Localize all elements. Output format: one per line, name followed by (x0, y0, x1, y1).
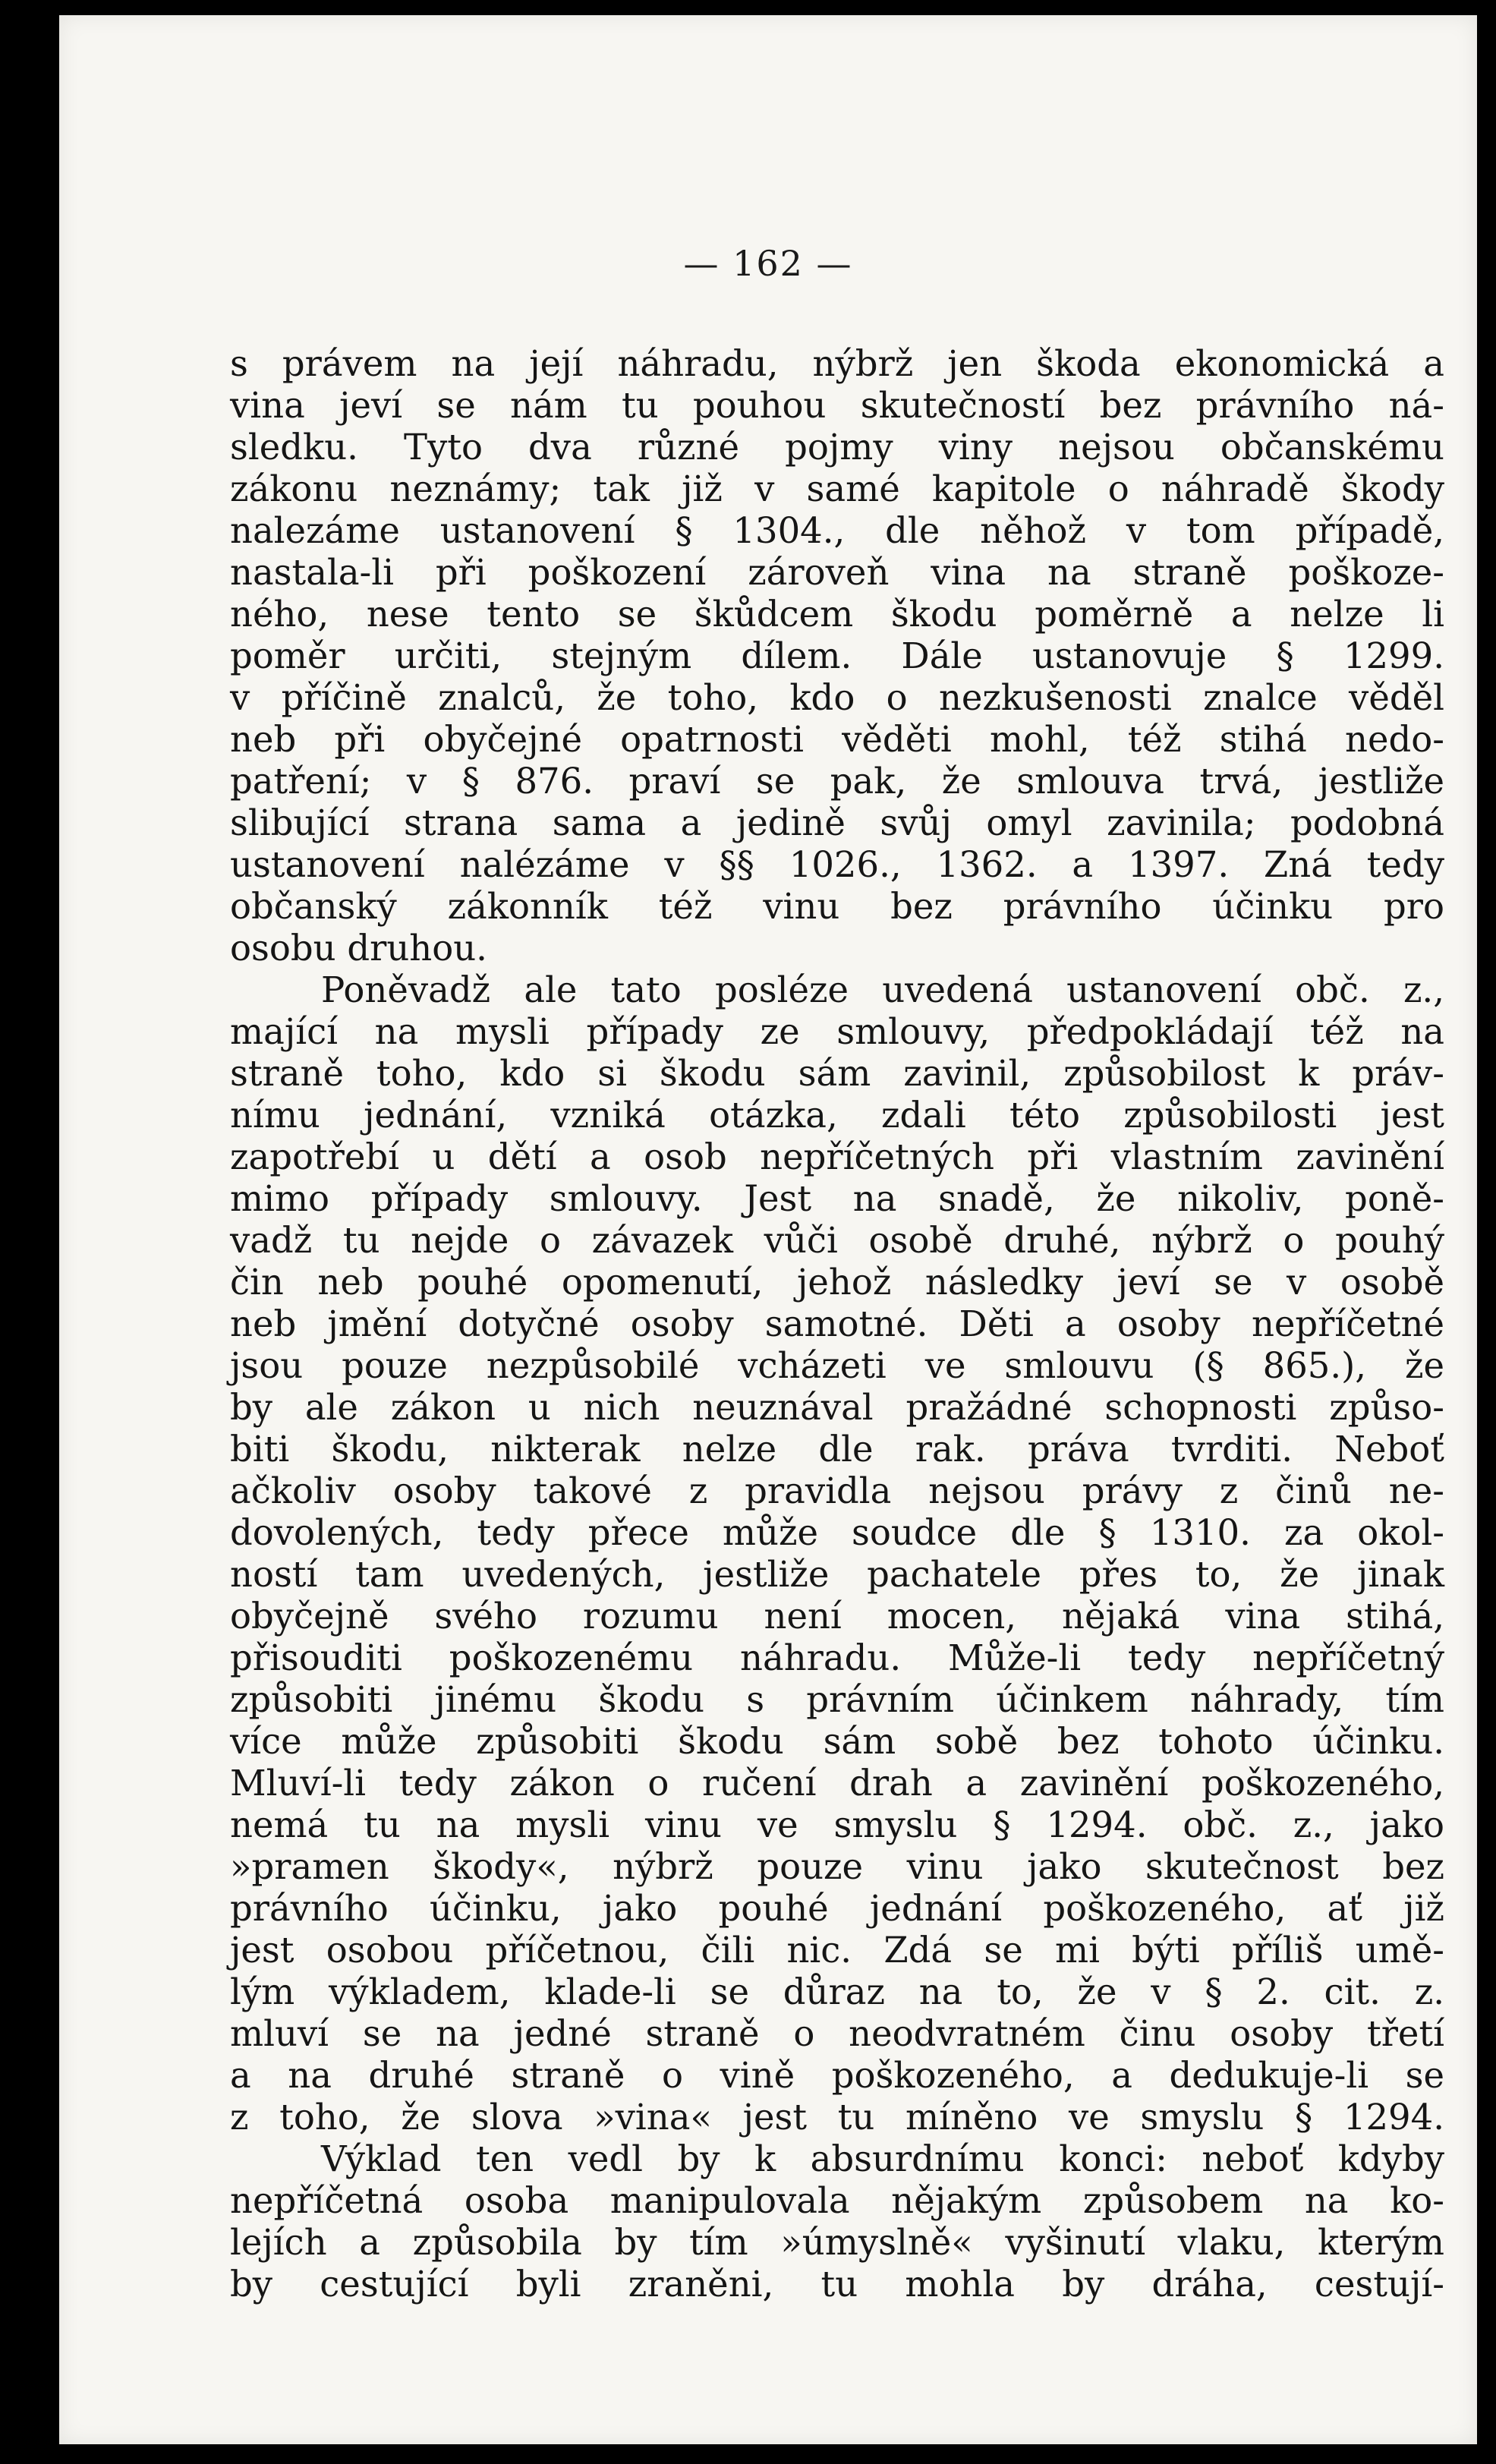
text-line: lejích a způsobila by tím »úmyslně« vyšinutí vlaku, kterým (230, 2222, 1444, 2263)
text-line: zapotřebí u dětí a osob nepříčetných při vlastním zavinění (230, 1136, 1444, 1177)
text-line: slibující strana sama a jedině svůj omyl zavinila; podobná (230, 802, 1444, 843)
text-line: by ale zákon u nich neuznával pražádné schopnosti způso- (230, 1387, 1444, 1428)
text-line: více může způsobiti škodu sám sobě bez tohoto účinku. (230, 1721, 1444, 1762)
text-line: patření; v § 876. praví se pak, že smlouva trvá, jestliže (230, 761, 1444, 802)
text-line: nalezáme ustanovení § 1304., dle něhož v tom případě, (230, 510, 1444, 551)
text-line: lým výkladem, klade-li se důraz na to, že v § 2. cit. z. (230, 1971, 1444, 2012)
paragraph-start-line: Výklad ten vedl by k absurdnímu konci: neboť kdyby (321, 2138, 1444, 2179)
text-line: »pramen škody«, nýbrž pouze vinu jako skutečnost bez (230, 1846, 1444, 1887)
text-line: mimo případy smlouvy. Jest na snadě, že nikoliv, poně- (230, 1178, 1444, 1219)
text-line: v příčině znalců, že toho, kdo o nezkušenosti znalce věděl (230, 677, 1444, 718)
text-line: Mluví-li tedy zákon o ručení drah a zavinění poškozeného, (230, 1763, 1444, 1804)
text-line: způsobiti jinému škodu s právním účinkem náhrady, tím (230, 1679, 1444, 1720)
page-sheet (59, 15, 1477, 2444)
body-text (230, 343, 1444, 2305)
text-line: a na druhé straně o vině poškozeného, a dedukuje-li se (230, 2055, 1444, 2096)
text-line: by cestující byli zraněni, tu mohla by dráha, cestují- (230, 2264, 1444, 2305)
text-line: zákonu neznámy; tak již v samé kapitole o náhradě škody (230, 468, 1444, 509)
page-number: — 162 — (683, 243, 853, 284)
text-line: z toho, že slova »vina« jest tu míněno ve smyslu § 1294. (230, 2097, 1444, 2138)
text-line: sledku. Tyto dva různé pojmy viny nejsou občanskému (230, 427, 1444, 468)
text-line: straně toho, kdo si škodu sám zavinil, způsobilost k práv- (230, 1053, 1444, 1094)
text-line: poměr určiti, stejným dílem. Dále ustanovuje § 1299. (230, 635, 1444, 676)
text-line: mluví se na jedné straně o neodvratném činu osoby třetí (230, 2013, 1444, 2054)
text-line: nemá tu na mysli vinu ve smyslu § 1294. obč. z., jako (230, 1804, 1444, 1845)
text-line: nímu jednání, vzniká otázka, zdali této způsobilosti jest (230, 1095, 1444, 1136)
text-line: vina jeví se nám tu pouhou skutečností bez právního ná- (230, 385, 1444, 426)
paragraph-start-line: Poněvadž ale tato posléze uvedená ustanovení obč. z., (321, 969, 1444, 1010)
text-line: mající na mysli případy ze smlouvy, předpokládají též na (230, 1011, 1444, 1052)
text-line: ností tam uvedených, jestliže pachatele přes to, že jinak (230, 1554, 1444, 1595)
text-line: právního účinku, jako pouhé jednání poškozeného, ať již (230, 1888, 1444, 1929)
text-line: jsou pouze nezpůsobilé vcházeti ve smlouvu (§ 865.), že (230, 1345, 1444, 1386)
text-line: vadž tu nejde o závazek vůči osobě druhé, nýbrž o pouhý (230, 1220, 1444, 1261)
text-line: ného, nese tento se škůdcem škodu poměrně a nelze li (230, 594, 1444, 635)
text-line: neb při obyčejné opatrnosti věděti mohl, též stihá nedo- (230, 719, 1444, 760)
text-line: čin neb pouhé opomenutí, jehož následky jeví se v osobě (230, 1262, 1444, 1303)
text-line: nepříčetná osoba manipulovala nějakým způsobem na ko- (230, 2180, 1444, 2221)
text-line: dovolených, tedy přece může soudce dle § 1310. za okol- (230, 1512, 1444, 1553)
text-line: s právem na její náhradu, nýbrž jen škoda ekonomická a (230, 343, 1444, 384)
text-line: obyčejně svého rozumu není mocen, nějaká vina stihá, (230, 1596, 1444, 1637)
text-line: jest osobou příčetnou, čili nic. Zdá se mi býti příliš umě- (230, 1930, 1444, 1971)
text-line: ustanovení nalézáme v §§ 1026., 1362. a 1397. Zná tedy (230, 844, 1444, 885)
text-line: občanský zákonník též vinu bez právního účinku pro (230, 886, 1444, 927)
text-line: nastala-li při poškození zároveň vina na straně poškoze- (230, 552, 1444, 593)
text-line: přisouditi poškozenému náhradu. Může-li tedy nepříčetný (230, 1637, 1444, 1678)
text-line: biti škodu, nikterak nelze dle rak. práva tvrditi. Neboť (230, 1429, 1444, 1470)
text-line: ačkoliv osoby takové z pravidla nejsou právy z činů ne- (230, 1470, 1444, 1511)
text-line: osobu druhou. (230, 928, 487, 969)
text-line: neb jmění dotyčné osoby samotné. Děti a osoby nepříčetné (230, 1303, 1444, 1344)
